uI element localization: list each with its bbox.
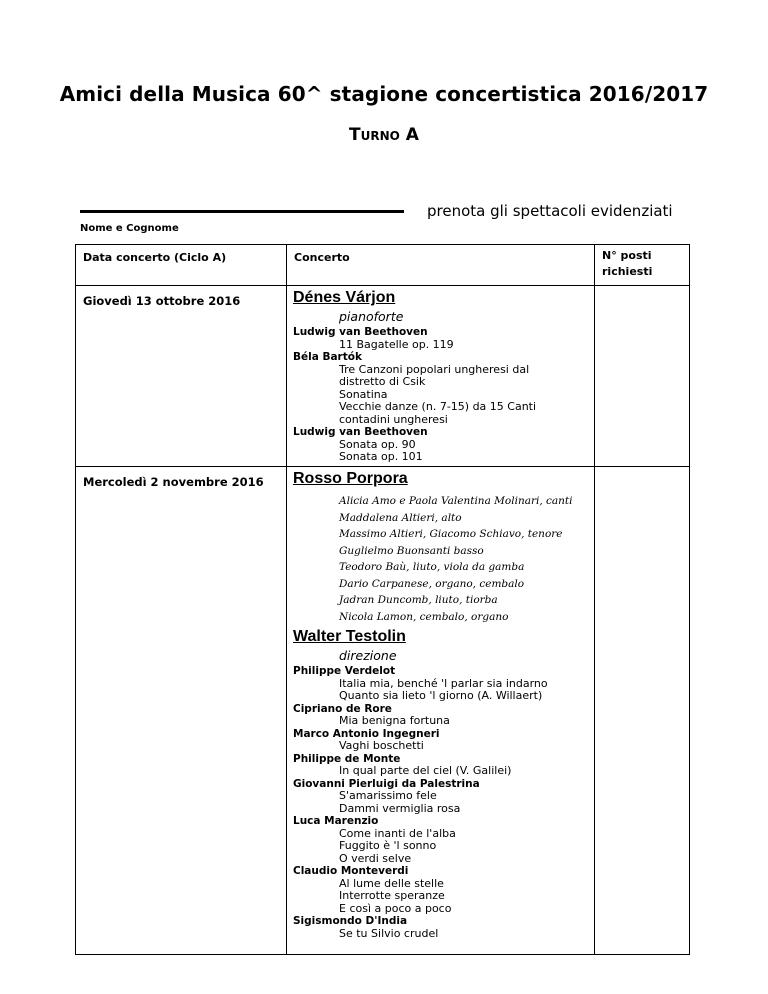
- composer-name: Béla Bartók: [293, 351, 362, 363]
- name-label: Nome e Cognome: [80, 223, 179, 234]
- musician-entry: Dario Carpanese, organo, cembalo: [339, 577, 525, 590]
- piece-title: Se tu Silvio crudel: [339, 926, 439, 940]
- piece-title: E così a poco a poco: [339, 901, 452, 915]
- piece-title: 11 Bagatelle op. 119: [339, 337, 454, 351]
- conductor-role: direzione: [339, 648, 397, 663]
- piece-title: Mia benigna fortuna: [339, 714, 450, 727]
- composer-name: Cipriano de Rore: [293, 702, 392, 715]
- musician-entry: Massimo Altieri, Giacomo Schiavo, tenore: [339, 528, 563, 540]
- concert-row-2: [76, 467, 690, 955]
- piece-title: In qual parte del ciel (V. Galilei): [339, 764, 512, 777]
- musicians-list: [293, 493, 594, 625]
- composer-name: Philippe Verdelot: [293, 665, 396, 677]
- concert-date: Giovedì 13 ottobre 2016: [76, 286, 287, 467]
- header-date: Data concerto (Ciclo A): [76, 245, 287, 286]
- seats-cell[interactable]: [595, 467, 690, 955]
- program-table: [75, 244, 690, 955]
- composer-name: Sigismondo D'India: [293, 915, 408, 927]
- piece-title: Sonatina: [339, 387, 388, 401]
- piece-title: Italia mia, benché 'l parlar sia indarno: [339, 676, 548, 690]
- composer-name: Luca Marenzio: [293, 815, 379, 827]
- header-seats: N° posti richiesti: [595, 245, 690, 286]
- piece-title: S'amarissimo fele: [339, 789, 437, 802]
- piece-title: O verdi selve: [339, 851, 412, 865]
- composer-name: Ludwig van Beethoven: [293, 326, 428, 338]
- concert-details: [287, 286, 595, 467]
- piece-title: Sonata op. 101: [339, 450, 423, 463]
- concert-date: Mercoledì 2 novembre 2016: [76, 467, 287, 955]
- conductor-name: Walter Testolin: [293, 628, 406, 645]
- piece-title: Vaghi boschetti: [339, 739, 424, 752]
- concert-details: [287, 467, 595, 955]
- piece-title: Interrotte speranze: [339, 889, 445, 902]
- musician-entry: Teodoro Baù, liuto, viola da gamba: [339, 561, 525, 573]
- program-list: [293, 326, 594, 464]
- composer-name: Ludwig van Beethoven: [293, 426, 428, 438]
- piece-title: Sonata op. 90: [339, 437, 416, 451]
- prenota-text: prenota gli spettacoli evidenziati: [427, 202, 673, 220]
- page-title: Amici della Musica 60^ stagione concertistica 2016/2017: [59, 82, 709, 106]
- composer-name: Claudio Monteverdi: [293, 865, 409, 877]
- musician-entry: Nicola Lamon, cembalo, organo: [339, 610, 509, 623]
- musician-entry: Maddalena Altieri, alto: [339, 511, 462, 524]
- musician-entry: Jadran Duncomb, liuto, tiorba: [339, 594, 498, 606]
- performer-role: pianoforte: [339, 309, 404, 324]
- musician-entry: Guglielmo Buonsanti basso: [339, 544, 484, 557]
- composer-name: Marco Antonio Ingegneri: [293, 727, 440, 740]
- turno-heading: Turno A: [349, 125, 419, 145]
- piece-title: Come inanti de l'alba: [339, 826, 456, 840]
- name-signature-line[interactable]: [80, 210, 404, 213]
- performer-name: Dénes Várjon: [293, 289, 396, 306]
- composer-name: Giovanni Pierluigi da Palestrina: [293, 777, 480, 790]
- piece-title: Fuggito è 'l sonno: [339, 839, 437, 852]
- piece-title: Dammi vermiglia rosa: [339, 801, 461, 815]
- musician-entry: Alicia Amo e Paola Valentina Molinari, canti: [339, 495, 573, 507]
- program-list: [293, 665, 594, 940]
- composer-name: Philippe de Monte: [293, 752, 401, 765]
- header-concert: Concerto: [287, 245, 595, 286]
- piece-title: Quanto sia lieto 'l giorno (A. Willaert): [339, 689, 543, 702]
- piece-title: Vecchie danze (n. 7-15) da 15 Canti contadini ungheresi: [339, 400, 537, 426]
- seats-cell[interactable]: [595, 286, 690, 467]
- table-header-row: [76, 245, 690, 286]
- piece-title: Tre Canzoni popolari ungheresi dal distretto di Csik: [339, 362, 530, 388]
- concert-row-1: [76, 286, 690, 467]
- piece-title: Al lume delle stelle: [339, 876, 444, 890]
- ensemble-name: Rosso Porpora: [293, 470, 408, 487]
